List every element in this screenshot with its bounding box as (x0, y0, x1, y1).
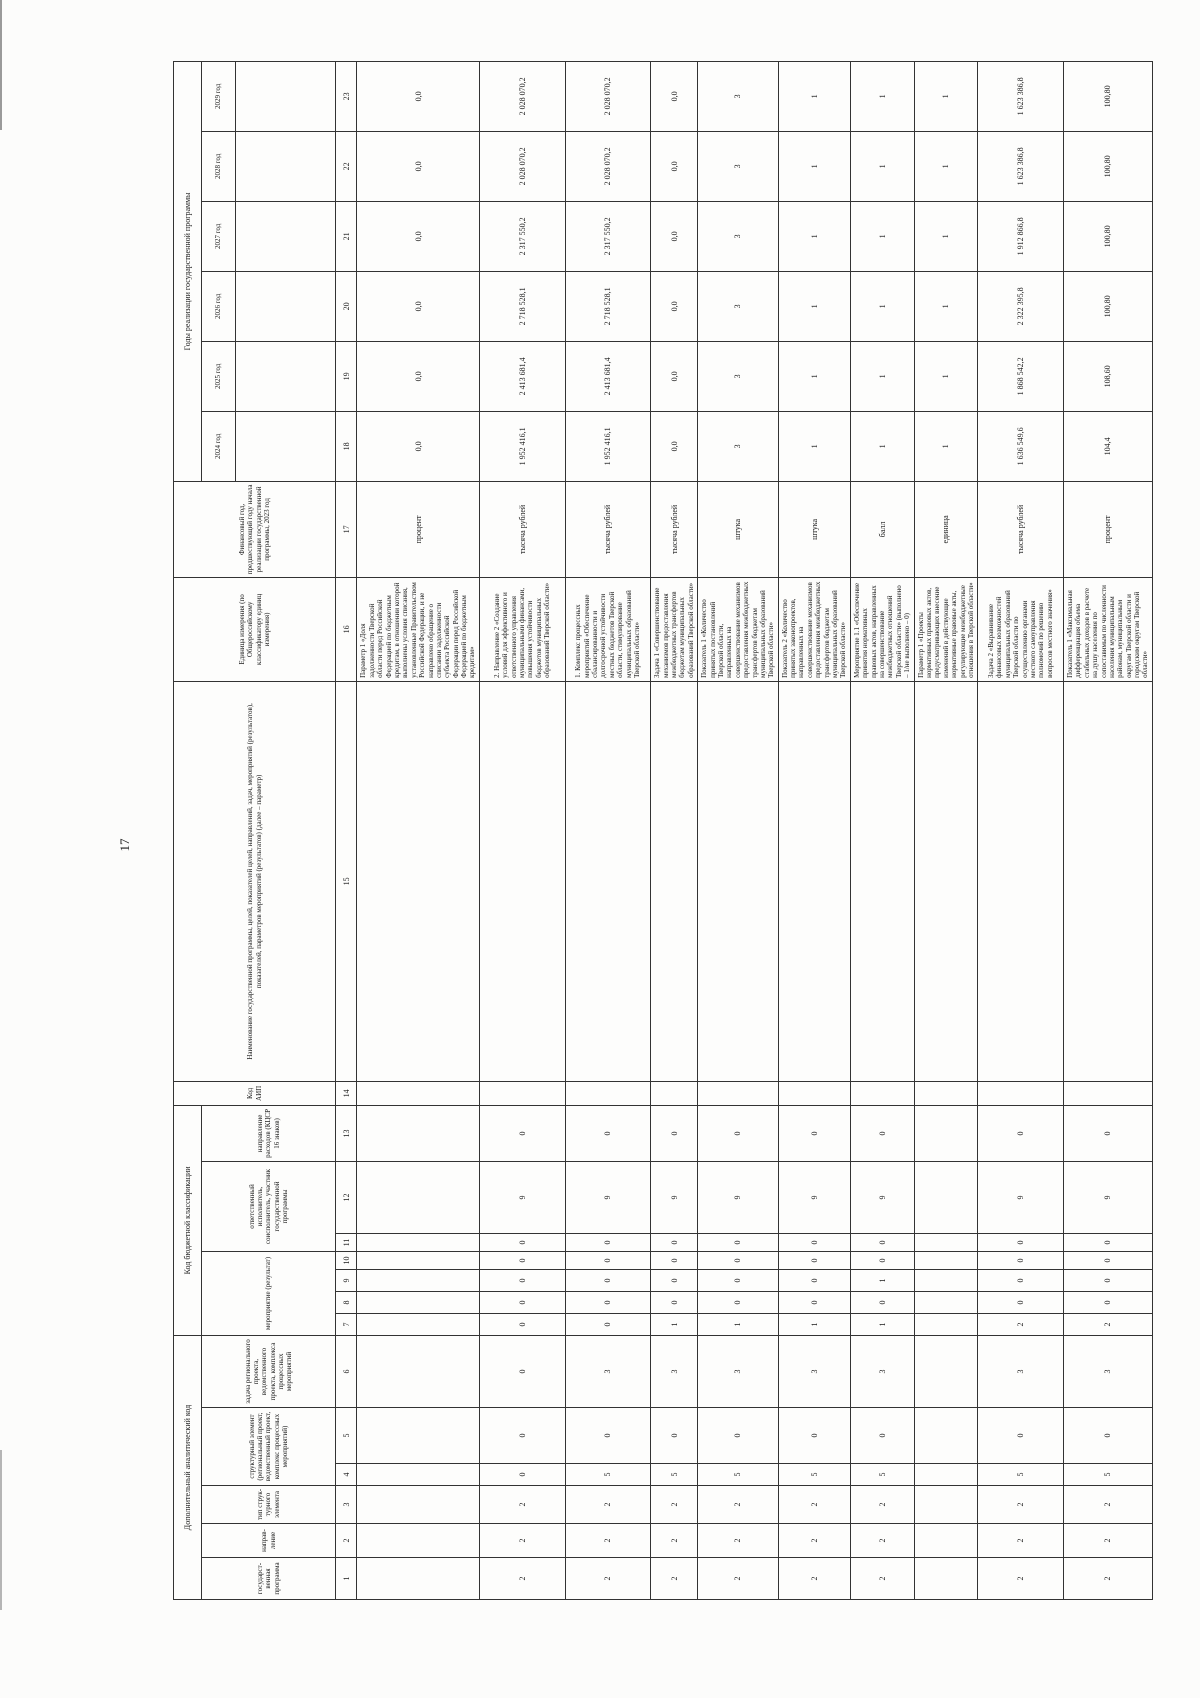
code-struct-b: 0 (978, 1408, 1064, 1464)
row-name: Показатель 2 «Количество принятых законопроектов, направленных на совершенствование механизмов предоставления межбюджетных трансфертов бюджетам муниципальных образований Тверской области» (778, 577, 850, 681)
code-otv-c: 0 (565, 1105, 651, 1161)
code-meropr-c: 1 (850, 1269, 914, 1291)
code-meropr-c: 0 (978, 1269, 1064, 1291)
code-napr (357, 1524, 479, 1558)
row-year-value: 2 028 070,2 (565, 61, 651, 131)
code-struct-a: 5 (978, 1464, 1064, 1486)
code-otv-c (357, 1105, 479, 1161)
code-meropr-d: 0 (651, 1251, 698, 1269)
row-fin-year-value: 1 952 416,1 (479, 411, 565, 481)
column-number: 11 (336, 1233, 357, 1251)
code-otv-b (914, 1161, 978, 1233)
row-name: Показатель 1 «Количество принятых постановлений Тверской области, направленных на совершенствование механизмов предоставления межбюджетных трансфертов бюджетам муниципальных образований Тверской области» (698, 577, 779, 681)
code-napr: 2 (479, 1524, 565, 1558)
header-dop-code: Дополнительный аналитический код (174, 1335, 202, 1599)
row-year-value: 100,80 (1063, 271, 1152, 341)
code-meropr-a: 0 (479, 1313, 565, 1335)
code-otv-b: 9 (651, 1161, 698, 1233)
column-number: 18 (336, 411, 357, 481)
code-meropr-b (357, 1291, 479, 1313)
code-kcs (778, 1081, 850, 1105)
code-gp: 2 (778, 1558, 850, 1600)
code-otv-b: 9 (850, 1161, 914, 1233)
header-meropr: мероприятие (результат) (202, 1251, 336, 1335)
column-number: 23 (336, 61, 357, 131)
code-struct-b (914, 1408, 978, 1464)
code-otv-b: 9 (698, 1161, 779, 1233)
code-otv-a: 0 (651, 1233, 698, 1251)
code-tip: 2 (978, 1486, 1064, 1524)
row-year-value: 1 (778, 131, 850, 201)
row-name: 1. Комплекс процессных мероприятий «Обеспечение сбалансированности и долгосрочной устойчивости местных бюджетов Тверской области, стимулирование муниципальных образований Тверской области» (565, 577, 651, 681)
scan-edge-mark (0, 1450, 2, 1610)
code-gp: 2 (850, 1558, 914, 1600)
code-meropr-b: 0 (651, 1291, 698, 1313)
table-row (698, 61, 779, 1599)
code-otv-a (357, 1233, 479, 1251)
row-year-value: 2 322 395,8 (978, 271, 1064, 341)
column-number: 20 (336, 271, 357, 341)
code-otv-a: 0 (850, 1233, 914, 1251)
table-row (357, 61, 479, 1599)
row-year-value: 1 (914, 201, 978, 271)
row-year-value: 1 623 386,8 (978, 131, 1064, 201)
code-aip (978, 681, 1064, 1081)
code-meropr-c: 0 (698, 1269, 779, 1291)
code-kcs (479, 1081, 565, 1105)
column-number: 5 (336, 1408, 357, 1464)
row-year-value: 1 (914, 61, 978, 131)
row-year-value: 0,0 (357, 341, 479, 411)
code-gp: 2 (1063, 1558, 1152, 1600)
column-number: 10 (336, 1251, 357, 1269)
code-napr (914, 1524, 978, 1558)
code-meropr-c (357, 1269, 479, 1291)
header-years-group: Годы реализации государственной программы (174, 61, 202, 481)
code-otv-a: 0 (565, 1233, 651, 1251)
code-otv-b (357, 1161, 479, 1233)
code-napr: 2 (778, 1524, 850, 1558)
column-number: 22 (336, 131, 357, 201)
code-zadacha: 3 (850, 1335, 914, 1407)
row-year-value: 2 317 550,2 (565, 201, 651, 271)
code-meropr-d: 0 (698, 1251, 779, 1269)
column-number: 15 (336, 681, 357, 1081)
header-year-spacer (236, 341, 336, 411)
code-meropr-a: 1 (698, 1313, 779, 1335)
row-year-value: 1 (850, 341, 914, 411)
column-number: 4 (336, 1464, 357, 1486)
code-meropr-a (357, 1313, 479, 1335)
column-number: 1 (336, 1558, 357, 1600)
table-row (1063, 61, 1152, 1599)
row-year-value: 3 (698, 201, 779, 271)
header-napr: направ-ление (202, 1524, 336, 1558)
row-year-value: 1 (778, 61, 850, 131)
code-zadacha: 3 (1063, 1335, 1152, 1407)
header-gp: государст-венная программа (202, 1558, 336, 1600)
table-row (565, 61, 651, 1599)
column-number-row (336, 61, 357, 1599)
header-otv: ответственный исполнитель, соисполнитель, участник государственной программы (202, 1161, 336, 1251)
code-struct-b: 0 (651, 1408, 698, 1464)
row-year-value: 1 (850, 201, 914, 271)
row-name: Задача 2 «Выравнивание финансовых возможностей муниципальных образований Тверской области по осуществлению органами местного самоуправления полномочий по решению вопросов местного значения» (978, 577, 1064, 681)
row-year-value: 1 (914, 271, 978, 341)
row-fin-year-value: 0,0 (357, 411, 479, 481)
code-zadacha: 3 (651, 1335, 698, 1407)
row-unit: процент (357, 481, 479, 577)
code-napr: 2 (698, 1524, 779, 1558)
row-year-value: 1 623 386,8 (978, 61, 1064, 131)
code-meropr-a: 1 (651, 1313, 698, 1335)
row-year-value: 2 028 070,2 (479, 61, 565, 131)
code-gp: 2 (698, 1558, 779, 1600)
code-meropr-c (914, 1269, 978, 1291)
code-otv-a: 0 (698, 1233, 779, 1251)
row-year-value: 3 (698, 341, 779, 411)
row-year-value: 2 317 550,2 (479, 201, 565, 271)
program-table (173, 61, 1153, 1600)
code-struct-a: 0 (479, 1464, 565, 1486)
code-kcs (850, 1081, 914, 1105)
code-otv-b: 9 (978, 1161, 1064, 1233)
code-aip (565, 681, 651, 1081)
row-year-value: 1 868 542,2 (978, 341, 1064, 411)
header-aip: Код АИП (174, 1081, 336, 1105)
row-year-value: 1 (850, 61, 914, 131)
code-otv-c: 0 (479, 1105, 565, 1161)
row-year-value: 0,0 (357, 61, 479, 131)
code-aip (778, 681, 850, 1081)
row-year-value: 1 (778, 271, 850, 341)
row-year-value: 2 028 070,2 (565, 131, 651, 201)
header-year-spacer (236, 131, 336, 201)
header-year-spacer (236, 201, 336, 271)
row-year-value: 0,0 (651, 61, 698, 131)
column-number: 16 (336, 577, 357, 681)
code-gp: 2 (651, 1558, 698, 1600)
code-zadacha (357, 1335, 479, 1407)
column-number: 7 (336, 1313, 357, 1335)
code-meropr-b: 0 (978, 1291, 1064, 1313)
header-budget-code: Код бюджетной классификации (174, 1105, 202, 1335)
row-year-value: 0,0 (357, 131, 479, 201)
code-gp (357, 1558, 479, 1600)
header-row-1 (174, 61, 202, 1599)
column-number: 8 (336, 1291, 357, 1313)
header-year-spacer (236, 271, 336, 341)
header-zadacha: задача регионального проекта, ведомственного проекта, комплекса процессных мероприятий (202, 1335, 336, 1407)
code-meropr-a: 1 (850, 1313, 914, 1335)
row-fin-year-value: 3 (698, 411, 779, 481)
code-meropr-d: 0 (1063, 1251, 1152, 1269)
code-kcs (914, 1081, 978, 1105)
code-kcs (1063, 1081, 1152, 1105)
code-meropr-d: 0 (565, 1251, 651, 1269)
table-row (914, 61, 978, 1599)
column-number: 13 (336, 1105, 357, 1161)
code-tip (914, 1486, 978, 1524)
code-tip: 2 (778, 1486, 850, 1524)
code-meropr-d: 0 (850, 1251, 914, 1269)
row-fin-year-value: 104,4 (1063, 411, 1152, 481)
code-tip: 2 (850, 1486, 914, 1524)
row-year-value: 0,0 (357, 201, 479, 271)
code-otv-c (914, 1105, 978, 1161)
code-kcs (698, 1081, 779, 1105)
row-year-value: 2 028 070,2 (479, 131, 565, 201)
code-zadacha (914, 1335, 978, 1407)
column-number: 2 (336, 1524, 357, 1558)
code-napr: 2 (1063, 1524, 1152, 1558)
code-meropr-b (914, 1291, 978, 1313)
code-otv-c: 0 (651, 1105, 698, 1161)
row-year-value: 0,0 (651, 341, 698, 411)
code-struct-b: 0 (850, 1408, 914, 1464)
row-year-value: 1 (914, 131, 978, 201)
code-struct-a (914, 1464, 978, 1486)
code-zadacha: 0 (479, 1335, 565, 1407)
code-meropr-a: 2 (1063, 1313, 1152, 1335)
code-tip (357, 1486, 479, 1524)
header-year: 2025 год (202, 341, 236, 411)
row-year-value: 100,80 (1063, 201, 1152, 271)
row-year-value: 100,80 (1063, 61, 1152, 131)
header-year: 2026 год (202, 271, 236, 341)
code-aip (914, 681, 978, 1081)
code-meropr-c: 0 (479, 1269, 565, 1291)
header-year: 2024 год (202, 411, 236, 481)
code-meropr-c: 0 (565, 1269, 651, 1291)
code-meropr-c: 0 (1063, 1269, 1152, 1291)
header-year-spacer (236, 61, 336, 131)
row-name: 2. Направление 2 «Создание условий для эффективного и ответственного управления муниципальными финансами, повышения устойчивости бюджетов муниципальных образований Тверской области» (479, 577, 565, 681)
row-unit: тысяча рублей (651, 481, 698, 577)
row-year-value: 1 (850, 271, 914, 341)
row-year-value: 100,80 (1063, 131, 1152, 201)
code-struct-a: 5 (1063, 1464, 1152, 1486)
row-year-value: 2 718 528,1 (565, 271, 651, 341)
code-otv-a: 0 (1063, 1233, 1152, 1251)
header-year: 2028 год (202, 131, 236, 201)
code-gp (914, 1558, 978, 1600)
code-gp: 2 (978, 1558, 1064, 1600)
code-meropr-b: 0 (1063, 1291, 1152, 1313)
code-tip: 2 (565, 1486, 651, 1524)
table-row (978, 61, 1064, 1599)
code-napr: 2 (651, 1524, 698, 1558)
code-struct-a: 5 (565, 1464, 651, 1486)
code-meropr-b: 0 (778, 1291, 850, 1313)
code-meropr-a: 2 (978, 1313, 1064, 1335)
row-fin-year-value: 1 (778, 411, 850, 481)
scan-edge-mark (0, 0, 2, 130)
code-meropr-a: 0 (565, 1313, 651, 1335)
code-napr: 2 (850, 1524, 914, 1558)
code-zadacha: 3 (778, 1335, 850, 1407)
row-year-value: 3 (698, 131, 779, 201)
row-name: Параметр 1 «Проекты нормативных правовых актов, предусматривающих внесение изменений в действующие нормативные правовые акты, регулирующие межбюджетные отношения в Тверской области» (914, 577, 978, 681)
column-number: 3 (336, 1486, 357, 1524)
code-tip: 2 (479, 1486, 565, 1524)
code-meropr-d: 0 (978, 1251, 1064, 1269)
code-meropr-d: 0 (778, 1251, 850, 1269)
row-unit: балл (850, 481, 914, 577)
code-struct-a: 5 (850, 1464, 914, 1486)
row-year-value: 3 (698, 271, 779, 341)
code-kcs (565, 1081, 651, 1105)
code-otv-a (914, 1233, 978, 1251)
code-struct-a: 5 (651, 1464, 698, 1486)
code-aip (698, 681, 779, 1081)
page-number: 17 (117, 838, 132, 852)
code-kcs (651, 1081, 698, 1105)
code-meropr-b: 0 (698, 1291, 779, 1313)
header-name: Наименование государственной программы, целей, показателей целей, направлений, задач, мероприятий (результатов), показателей, параметров мероприятий (результатов) (далее – параметр) (174, 681, 336, 1081)
code-struct-b: 0 (698, 1408, 779, 1464)
code-meropr-c: 0 (778, 1269, 850, 1291)
row-unit: штука (778, 481, 850, 577)
header-kcs: направление расходов (КЦСР 16 знаков) (202, 1105, 336, 1161)
row-year-value: 0,0 (651, 201, 698, 271)
code-aip (1063, 681, 1152, 1081)
row-year-value: 1 912 866,8 (978, 201, 1064, 271)
header-year: 2027 год (202, 201, 236, 271)
row-year-value: 1 (914, 341, 978, 411)
code-otv-a: 0 (978, 1233, 1064, 1251)
code-otv-b: 9 (1063, 1161, 1152, 1233)
code-otv-b: 9 (479, 1161, 565, 1233)
table-row (651, 61, 698, 1599)
code-napr: 2 (565, 1524, 651, 1558)
row-fin-year-value: 1 (914, 411, 978, 481)
code-aip (357, 681, 479, 1081)
code-gp: 2 (479, 1558, 565, 1600)
code-tip: 2 (698, 1486, 779, 1524)
code-otv-b: 9 (778, 1161, 850, 1233)
code-meropr-d (357, 1251, 479, 1269)
header-unit: Единица измерения (по Общероссийскому классификатору единиц измерения) (174, 577, 336, 681)
column-number: 6 (336, 1335, 357, 1407)
code-otv-c: 0 (978, 1105, 1064, 1161)
code-struct-b: 0 (479, 1408, 565, 1464)
code-kcs (978, 1081, 1064, 1105)
code-struct-b: 0 (1063, 1408, 1152, 1464)
code-struct-a (357, 1464, 479, 1486)
row-year-value: 1 (778, 341, 850, 411)
header-fin-year: Финансовый год, предшествующий году начала реализации государственной программы, 2023 год (174, 481, 336, 577)
row-unit: единица (914, 481, 978, 577)
row-name: Параметр 1 «Доля задолженности Тверской области перед Российской Федерацией по бюджетным кредитам, в отношении которой выполнены условия списания, установленные Правительством Российской Федерации, и не направлено обращение о списании задолженности субъекта Российской Федерации перед Российской Федерацией по бюджетным кредитам» (357, 577, 479, 681)
row-year-value: 0,0 (651, 271, 698, 341)
row-year-value: 2 413 681,4 (565, 341, 651, 411)
code-napr: 2 (978, 1524, 1064, 1558)
code-meropr-b: 0 (565, 1291, 651, 1313)
code-zadacha: 3 (698, 1335, 779, 1407)
row-fin-year-value: 0,0 (651, 411, 698, 481)
row-unit: тысяча рублей (978, 481, 1064, 577)
row-fin-year-value: 1 (850, 411, 914, 481)
row-year-value: 2 413 681,4 (479, 341, 565, 411)
code-kcs (357, 1081, 479, 1105)
column-number: 19 (336, 341, 357, 411)
row-unit: процент (1063, 481, 1152, 577)
column-number: 9 (336, 1269, 357, 1291)
column-number: 17 (336, 481, 357, 577)
row-unit: тысяча рублей (565, 481, 651, 577)
code-otv-a: 0 (479, 1233, 565, 1251)
code-meropr-d (914, 1251, 978, 1269)
rotated-table-wrapper (173, 77, 1150, 1600)
code-tip: 2 (1063, 1486, 1152, 1524)
row-year-value: 0,0 (651, 131, 698, 201)
row-year-value: 108,60 (1063, 341, 1152, 411)
code-otv-a: 0 (778, 1233, 850, 1251)
row-year-value: 1 (850, 131, 914, 201)
code-meropr-b: 0 (850, 1291, 914, 1313)
code-meropr-b: 0 (479, 1291, 565, 1313)
row-unit: штука (698, 481, 779, 577)
code-aip (651, 681, 698, 1081)
column-number: 21 (336, 201, 357, 271)
code-struct-a: 5 (778, 1464, 850, 1486)
column-number: 12 (336, 1161, 357, 1233)
code-otv-c: 0 (850, 1105, 914, 1161)
code-aip (850, 681, 914, 1081)
header-year-spacer (236, 411, 336, 481)
header-tip: тип струк-турного элемента (202, 1486, 336, 1524)
row-fin-year-value: 1 636 549,6 (978, 411, 1064, 481)
code-struct-a: 5 (698, 1464, 779, 1486)
code-tip: 2 (651, 1486, 698, 1524)
table-row (850, 61, 914, 1599)
code-otv-c: 0 (698, 1105, 779, 1161)
table-row (778, 61, 850, 1599)
column-number: 14 (336, 1081, 357, 1105)
header-year: 2029 год (202, 61, 236, 131)
row-year-value: 2 718 528,1 (479, 271, 565, 341)
code-aip (479, 681, 565, 1081)
code-struct-b: 0 (778, 1408, 850, 1464)
code-meropr-a (914, 1313, 978, 1335)
row-name: Показатель 1 «Максимальная дифференциация объема стабильных доходов в расчете на душу населения по сопоставимым по численности населения муниципальным районам, муниципальным округам Тверской области и городским округам Тверской области» (1063, 577, 1152, 681)
header-struct: структурный элемент (региональный проект, ведомственный проект, комплекс процессных мероприятий) (202, 1408, 336, 1486)
row-name: Задача 1 «Совершенствование механизмов предоставления межбюджетных трансфертов бюджетам муниципальных образований Тверской области» (651, 577, 698, 681)
row-name: Мероприятие 1.1 «Обеспечение принятия нормативных правовых актов, направленных на совершенствование межбюджетных отношений Тверской области» (выполнено – 1/не выполнено – 0) (850, 577, 914, 681)
code-struct-b: 0 (565, 1408, 651, 1464)
row-year-value: 1 (778, 201, 850, 271)
code-zadacha: 3 (978, 1335, 1064, 1407)
row-year-value: 0,0 (357, 271, 479, 341)
code-gp: 2 (565, 1558, 651, 1600)
code-otv-c: 0 (1063, 1105, 1152, 1161)
table-row (479, 61, 565, 1599)
code-meropr-a: 1 (778, 1313, 850, 1335)
row-fin-year-value: 1 952 416,1 (565, 411, 651, 481)
code-zadacha: 3 (565, 1335, 651, 1407)
row-year-value: 3 (698, 61, 779, 131)
code-struct-b (357, 1408, 479, 1464)
row-unit: тысяча рублей (479, 481, 565, 577)
code-meropr-d: 0 (479, 1251, 565, 1269)
code-otv-b: 9 (565, 1161, 651, 1233)
code-meropr-c: 0 (651, 1269, 698, 1291)
code-otv-c: 0 (778, 1105, 850, 1161)
